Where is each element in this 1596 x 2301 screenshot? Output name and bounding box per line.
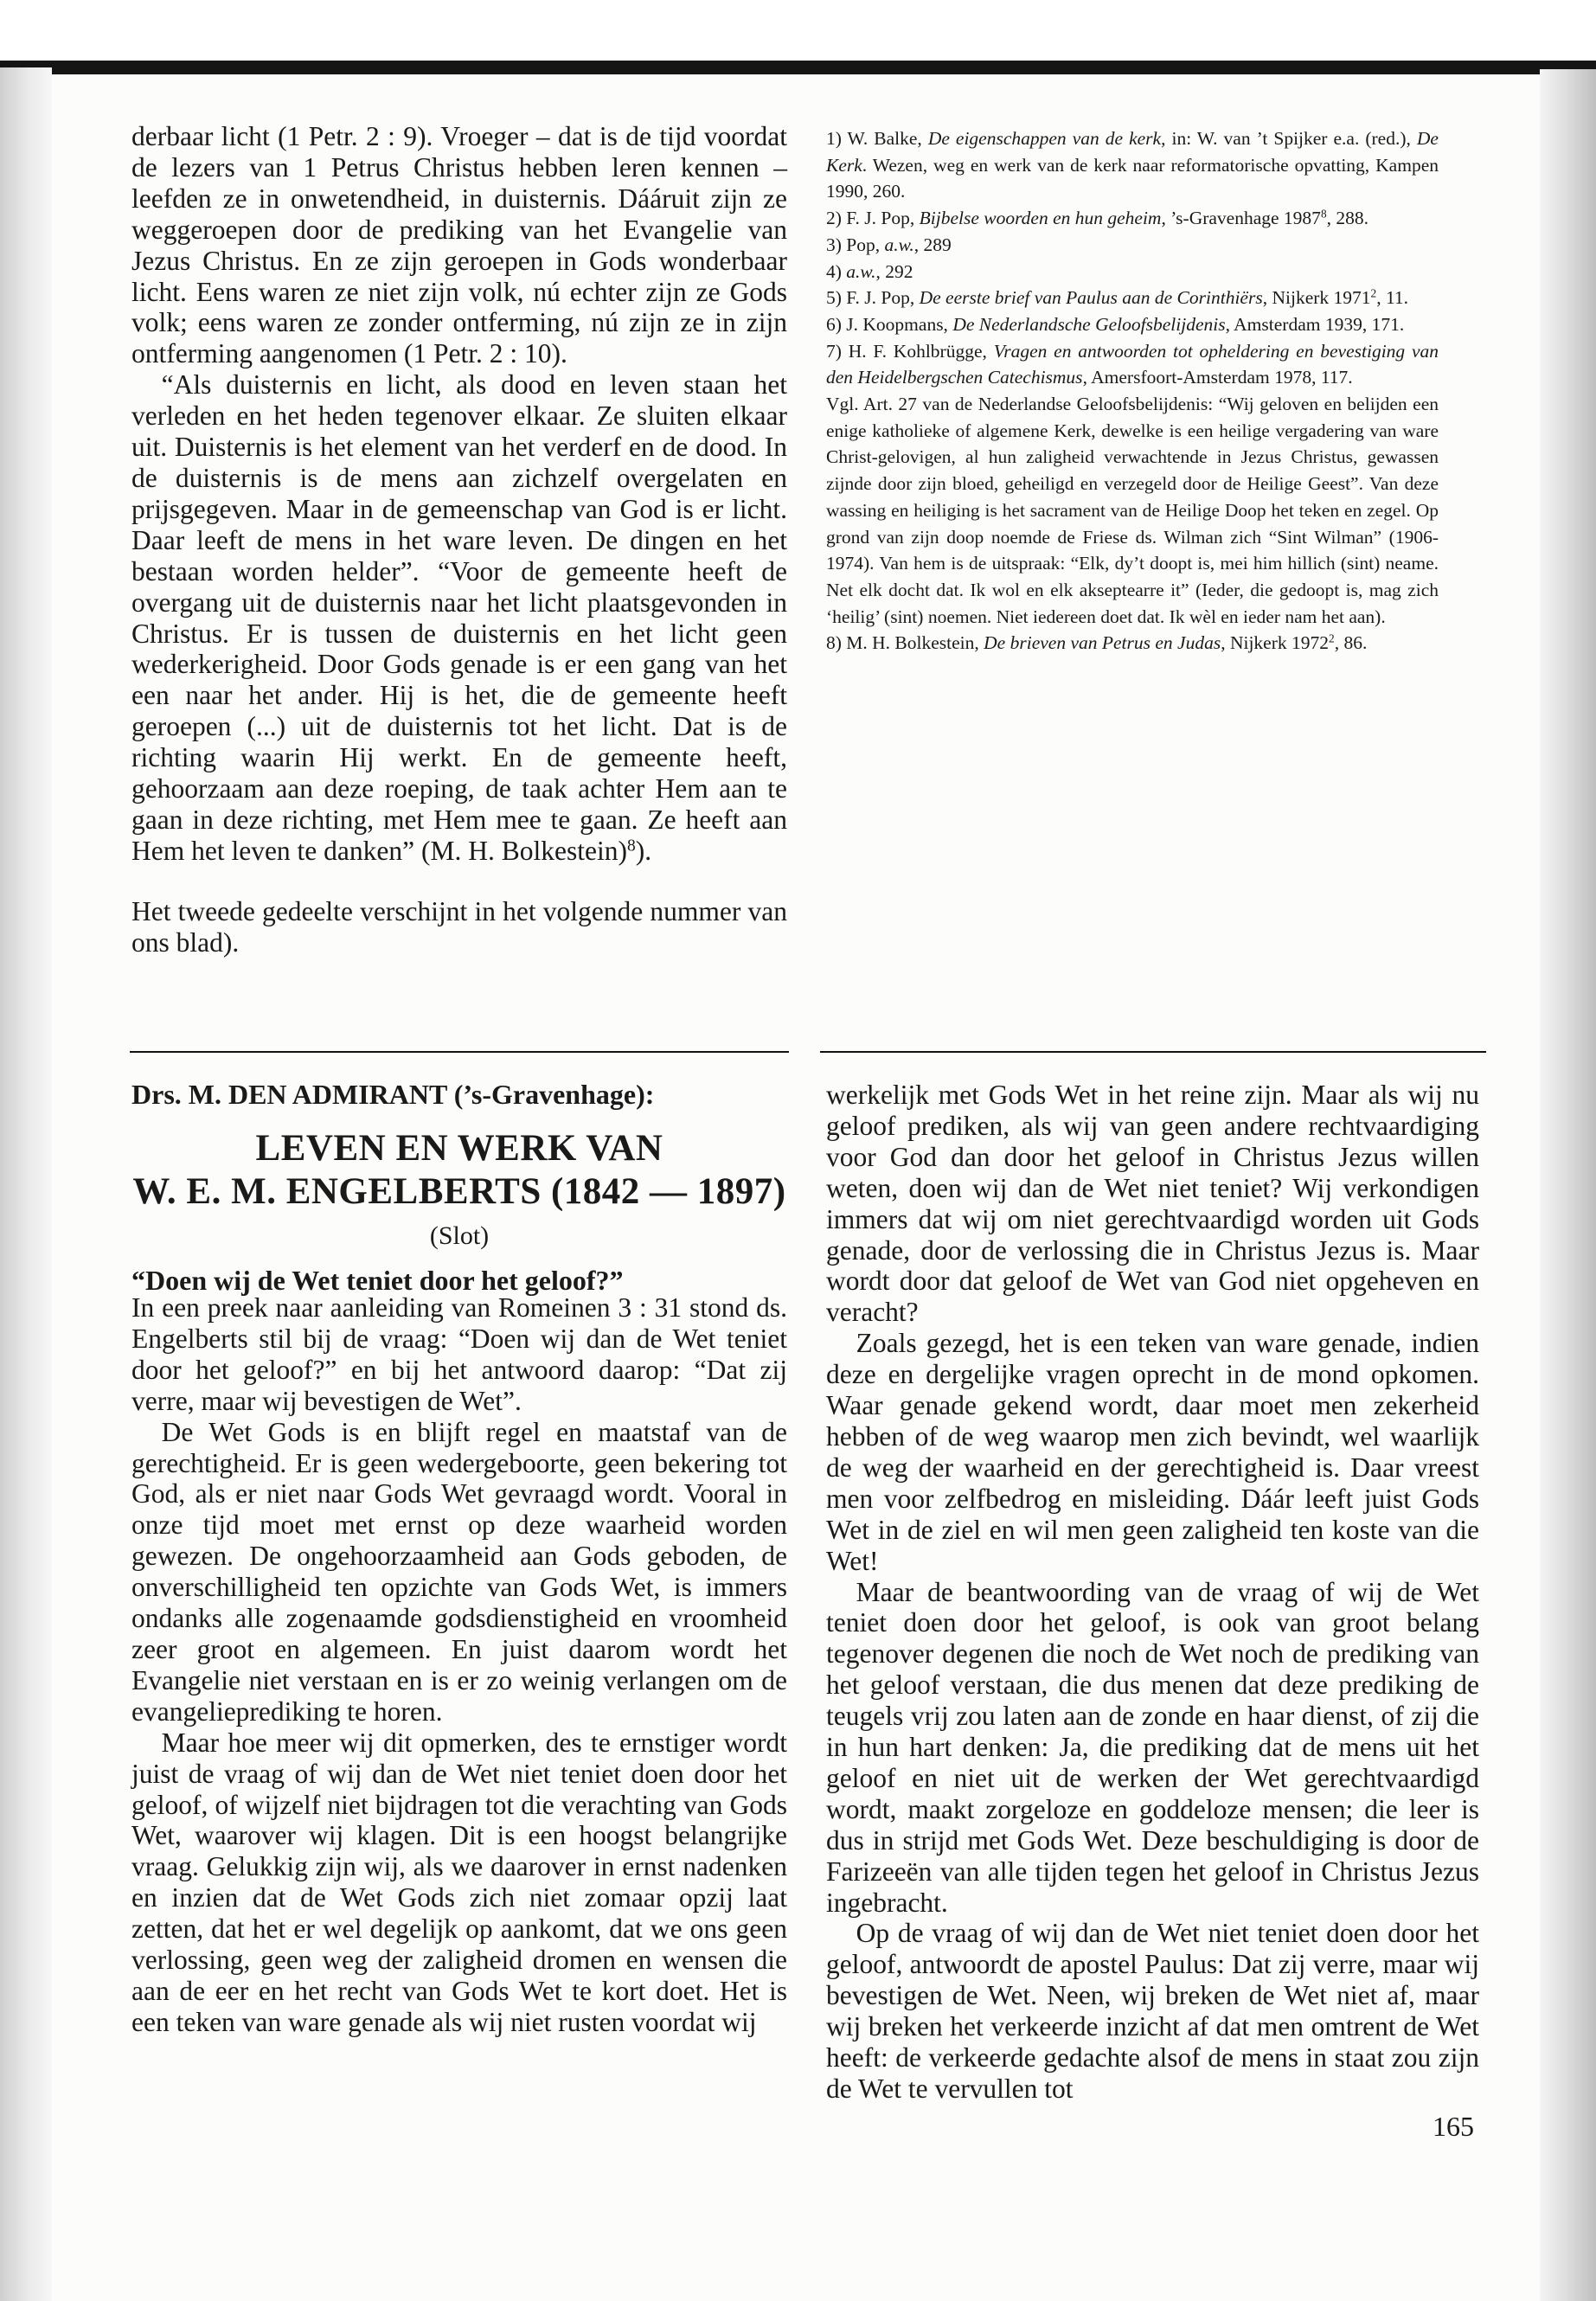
article-paragraph: In een preek naar aanleiding van Romeinen 3 : 31 stond ds. Engelberts stil bij de vraag: “Doen wij dan de Wet teniet door het geloof?” en bij het antwoord daarop: “Dat zij verre, maar wij bevestigen de Wet”.	[131, 1292, 787, 1416]
continuation-text	[131, 121, 787, 958]
page-number: 165	[1433, 2111, 1474, 2142]
footnote-7: 7) H. F. Kohlbrügge, Vragen en antwoorden tot opheldering en bevestiging van den Heidelbergschen Catechismus, Amersfoort-Amsterdam 1978, 117.	[826, 340, 1439, 388]
article-body-left	[131, 1292, 787, 2038]
footnote-6: 6) J. Koopmans, De Nederlandsche Geloofsbelijdenis, Amsterdam 1939, 171.	[826, 313, 1405, 335]
quote-text: “Als duisternis en licht, als dood en leven staan het verleden en het heden tegenover elkaar. Ze sluiten elkaar uit. Duisternis is het element van het verderf en de dood. In de duisternis is de mens aan zichzelf overgelaten en prijsgegeven. Maar in de gemeenschap van God is er licht. Daar leeft de mens in het ware leven. De dingen en het bestaan worden helder”. “Voor de gemeente heeft de overgang uit de duisternis naar het licht plaatsgevonden in Christus. Er is tussen de duisternis en het licht geen wederkerigheid. Door Gods genade is er een gang van het een naar het ander. Hij is het, die de gemeente heeft geroepen (...) uit de duisternis tot het licht. Dat is de richting waarin Hij werkt. En de gemeente heeft, gehoorzaam aan deze roeping, de taak achter Hem aan te gaan in deze richting, met Hem mee te gaan. Ze heeft aan Hem het leven te danken” (M. H. Bolkestein)	[131, 369, 787, 866]
footnote-2: 2) F. J. Pop, Bijbelse woorden en hun geheim, ’s-Gravenhage 1987$^8$, 288.	[826, 207, 1368, 229]
continuation-paragraph-1: derbaar licht (1 Petr. 2 : 9). Vroeger – dat is de tijd voordat de lezers van 1 Petrus Christus hebben leren kennen – leefden ze in onwetendheid, in duisternis. Dááruit zijn ze weggeroepen door de prediking van het Evangelie van Jezus Christus. En ze zijn geroepen in Gods wonderbaar licht. Eens waren ze niet zijn volk, nú echter zijn ze Gods volk; eens waren ze zonder ontferming, nú zijn ze in zijn ontferming aangenomen (1 Petr. 2 : 10).	[131, 121, 787, 369]
article-title-line-2: W. E. M. ENGELBERTS (1842 — 1897)	[132, 1171, 786, 1212]
article-author: Drs. M. DEN ADMIRANT (’s-Gravenhage):	[131, 1079, 655, 1110]
article-slot-label: (Slot)	[429, 1221, 490, 1250]
footnote-5: 5) F. J. Pop, De eerste brief van Paulus aan de Corinthiërs, Nijkerk 1971$^2$, 11.	[826, 286, 1409, 309]
footnote-8: 8) M. H. Bolkestein, De brieven van Petrus en Judas, Nijkerk 1972$^2$, 86.	[826, 632, 1368, 654]
footnote-3: 3) Pop, a.w., 289	[826, 234, 952, 255]
article-body-right	[826, 1080, 1479, 2105]
quote-end: ).	[635, 835, 652, 866]
continuation-paragraph-2	[131, 369, 787, 867]
section-divider-right	[820, 1051, 1486, 1053]
scan-right-edge	[1540, 69, 1596, 2301]
scan-top-margin	[0, 0, 1596, 67]
article-paragraph: werkelijk met Gods Wet in het reine zijn. Maar als wij nu geloof prediken, als wij van geen andere rechtvaardiging voor God dan door het geloof in Christus Jezus willen weten, doen wij dan de Wet niet teniet? Wij verkondigen immers dat wij om niet gerechtvaardigd worden uit Gods genade, door de verlossing die in Christus Jezus is. Maar wordt door dat geloof de Wet van God niet opgeheven en veracht?	[826, 1080, 1479, 1328]
continuation-note: Het tweede gedeelte verschijnt in het volgende nummer van ons blad).	[131, 895, 787, 958]
article-paragraph: Op de vraag of wij dan de Wet niet teniet doen door het geloof, antwoordt de apostel Paulus: Dat zij verre, maar wij bevestigen de Wet. Neen, wij breken de Wet niet af, maar wij breken het verkeerde inzicht af dat men omtrent de Wet heeft: de verkeerde gedachte alsof de mens in staat zou zijn de Wet te vervullen tot	[826, 1918, 1479, 2104]
article-subheading: “Doen wij de Wet teniet door het geloof?”	[131, 1265, 624, 1296]
article-paragraph: Maar de beantwoording van de vraag of wij de Wet teniet doen door het geloof, is ook van groot belang tegenover degenen die noch de Wet noch de prediking van het geloof verstaan, die dus menen dat deze prediking de teugels vrij zou laten aan de zonde en haar dienst, of zij die in hun hart denken: Ja, die prediking dat de mens uit het geloof en niet uit de werken der Wet gerechtvaardigd wordt, maakt zorgeloze en goddeloze mensen; die leer is dus in strijd met Gods Wet. Deze beschuldiging is door de Farizeeën van alle tijden tegen het geloof in Christus Jezus ingebracht.	[826, 1576, 1479, 1918]
section-divider-left	[130, 1051, 789, 1053]
article-paragraph: De Wet Gods is en blijft regel en maatstaf van de gerechtigheid. Er is geen wedergeboorte, geen bekering tot God, als er niet naar Gods Wet gevraagd wordt. Vooral in onze tijd moet met ernst op deze waarheid worden gewezen. De ongehoorzaamheid aan Gods geboden, de onverschilligheid ten opzichte van Gods Wet, is immers ondanks alle zogenaamde godsdienstigheid en vroomheid zeer groot en algemeen. En juist daarom wordt het Evangelie niet verstaan en is er zo weinig verlangen om de evangelieprediking te horen.	[131, 1416, 787, 1727]
article-paragraph: Maar hoe meer wij dit opmerken, des te ernstiger wordt juist de vraag of wij dan de Wet niet teniet doen door het geloof, of wijzelf niet bijdragen tot die verachting van Gods Wet, waarover wij klagen. Dit is een hoogst belangrijke vraag. Gelukkig zijn wij, als we daarover in ernst nadenken en inzien dat de Wet Gods zich niet zomaar opzij laat zetten, dat het er wel degelijk op aankomt, dat we ons geen verlossing, geen weg der zaligheid dromen en wensen die aan de eer en het recht van Gods Wet te kort doet. Het is een teken van ware genade als wij niet rusten voordat wij	[131, 1727, 787, 2037]
footnotes	[826, 125, 1439, 657]
footnote-4: 4) a.w., 292	[826, 260, 913, 282]
scan-top-band	[0, 61, 1596, 74]
article-title-line-1: LEVEN EN WERK VAN	[255, 1128, 663, 1169]
article-paragraph: Zoals gezegd, het is een teken van ware genade, indien deze en dergelijke vragen oprecht in de mond opkomen. Waar genade gekend wordt, daar moet men zekerheid hebben of de weg waarop men zich bevindt, wel waarlijk de weg der waarheid en der gerechtigheid is. Daar vreest men voor zelfbedrog en misleiding. Dáár leeft juist Gods Wet in de ziel en wil men geen zaligheid ten koste van die Wet!	[826, 1328, 1479, 1576]
scan-left-edge	[0, 67, 52, 2301]
footnote-1: 1) W. Balke, De eigenschappen van de kerk, in: W. van ’t Spijker e.a. (red.), De Kerk. Wezen, weg en werk van de kerk naar reformatorische opvatting, Kampen 1990, 260.	[826, 128, 1439, 202]
footnote-ref-8: 8	[626, 836, 636, 856]
footnote-7-continued: Vgl. Art. 27 van de Nederlandse Geloofsbelijdenis: “Wij geloven en belijden een enige katholieke of algemene Kerk, dewelke is een heilige vergadering van ware Christ-gelovigen, al hun zaligheid verwachtende in Jezus Christus, gewassen zijnde door zijn bloed, geheiligd en verzegeld door de Heilige Geest”. Van deze wassing en heiliging is het sacrament van de Heilige Doop het teken en zegel. Op grond van zijn doop noemde de Friese ds. Wilman zich “Sint Wilman” (1906-1974). Van hem is de uitspraak: “Elk, dy’t doopt is, mei him hillich (sint) neame. Net elk docht dat. Ik wol en elk akseptearre it” (Ieder, die gedoopt is, mag zich ‘heilig’ (sint) noemen. Niet iedereen doet dat. Ik wèl en ieder nam het aan).	[826, 394, 1439, 627]
article-heading	[131, 1077, 787, 1297]
